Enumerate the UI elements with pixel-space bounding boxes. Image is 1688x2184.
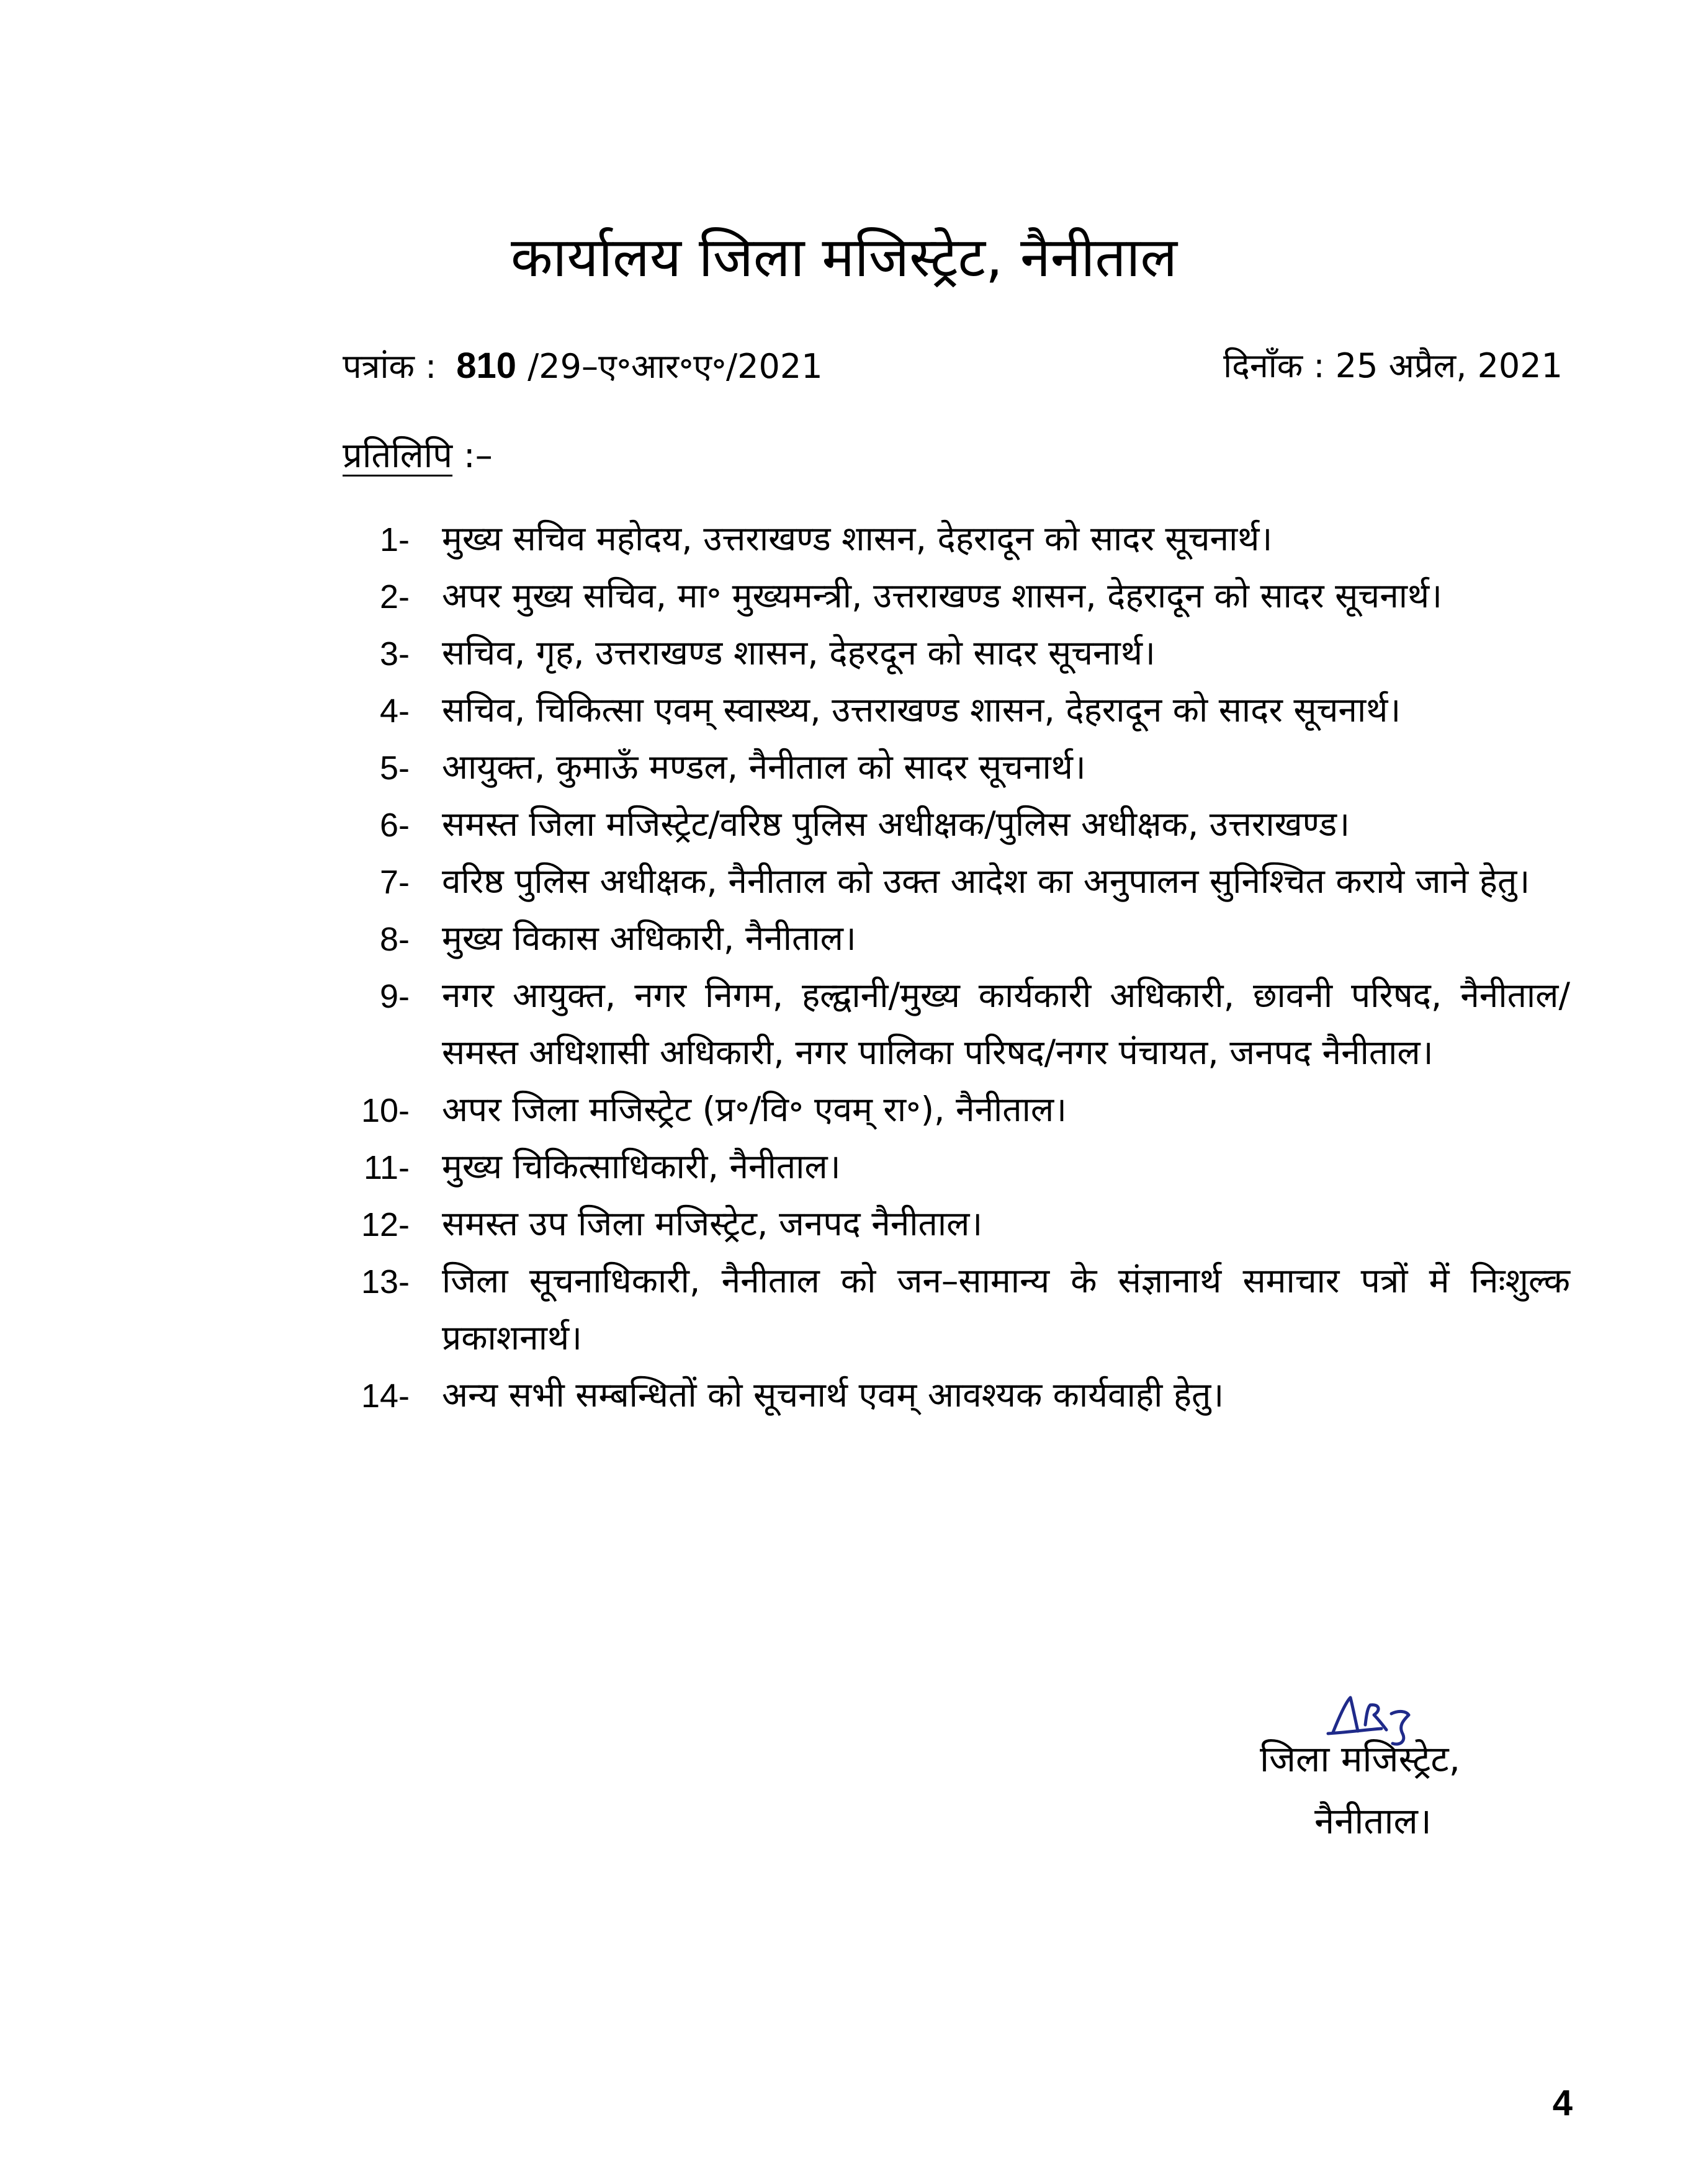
reference-label: पत्रांक : — [343, 347, 437, 386]
reference-line — [343, 338, 823, 395]
signature-block — [1235, 1694, 1533, 1843]
list-item-text: अपर जिला मजिस्ट्रेट (प्र॰/वि॰ एवम् रा॰), नैनीताल। — [442, 1090, 1067, 1129]
list-item-text: सचिव, चिकित्सा एवम् स्वास्थ्य, उत्तराखण्ड शासन, देहरादून को सादर सूचनार्थ। — [442, 690, 1401, 730]
list-item-text: अपर मुख्य सचिव, मा॰ मुख्यमन्त्री, उत्तराखण्ड शासन, देहरादून को सादर सूचनार्थ। — [442, 576, 1442, 615]
list-item — [0, 1366, 1688, 1423]
list-item — [0, 681, 1688, 738]
reference-number: 810 — [456, 346, 517, 386]
list-item-text: मुख्य विकास अधिकारी, नैनीताल। — [442, 918, 856, 958]
copy-heading-suffix: :– — [452, 436, 493, 476]
list-item-number: 9- — [379, 978, 410, 1015]
reference-suffix: /29–ए॰आर॰ए॰/2021 — [528, 347, 823, 386]
list-item-number: 6- — [379, 807, 410, 844]
list-item-number: 14- — [361, 1377, 410, 1415]
list-item-text: अन्य सभी सम्बन्धितों को सूचनार्थ एवम् आवश्यक कार्यवाही हेतु। — [442, 1375, 1224, 1415]
list-item — [0, 1081, 1688, 1138]
list-item-number: 5- — [379, 750, 410, 787]
list-item — [0, 738, 1688, 795]
list-item-text: समस्त जिला मजिस्ट्रेट/वरिष्ठ पुलिस अधीक्षक/पुलिस अधीक्षक, उत्तराखण्ड। — [442, 804, 1350, 844]
list-item-text: मुख्य सचिव महोदय, उत्तराखण्ड शासन, देहरादून को सादर सूचनार्थ। — [442, 519, 1273, 558]
list-item-text: आयुक्त, कुमाऊँ मण्डल, नैनीताल को सादर सूचनार्थ। — [442, 747, 1086, 787]
signatory-location: नैनीताल। — [1314, 1800, 1432, 1842]
list-item-number: 4- — [379, 692, 410, 730]
copy-heading-label: प्रतिलिपि — [343, 436, 453, 476]
list-item-number: 3- — [379, 635, 410, 673]
list-item — [0, 910, 1688, 967]
list-item — [0, 624, 1688, 681]
list-item-text: मुख्य चिकित्साधिकारी, नैनीताल। — [442, 1147, 841, 1186]
list-item — [0, 967, 1688, 1081]
date-line: दिनाँक : 25 अप्रैल, 2021 — [1223, 346, 1563, 385]
recipient-list — [0, 510, 1688, 1423]
list-item — [0, 510, 1688, 567]
list-item-number: 13- — [361, 1263, 410, 1300]
list-item-number: 7- — [379, 864, 410, 901]
list-item-text: नगर आयुक्त, नगर निगम, हल्द्वानी/मुख्य कार्यकारी अधिकारी, छावनी परिषद, नैनीताल/समस्त अधिशासी अधिकारी, नगर पालिका परिषद/नगर पंचायत, जनपद नैनीताल। — [442, 975, 1570, 1072]
list-item-number: 8- — [379, 921, 410, 958]
list-item-text: वरिष्ठ पुलिस अधीक्षक, नैनीताल को उक्त आदेश का अनुपालन सुनिश्चित कराये जाने हेतु। — [442, 861, 1530, 901]
list-item-number: 1- — [379, 521, 410, 558]
page-number: 4 — [1552, 2083, 1573, 2123]
list-item — [0, 1138, 1688, 1195]
list-item-number: 10- — [361, 1092, 410, 1129]
list-item — [0, 853, 1688, 910]
list-item-number: 12- — [361, 1206, 410, 1243]
list-item-number: 11- — [363, 1149, 410, 1186]
list-item — [0, 1252, 1688, 1366]
list-item-text: समस्त उप जिला मजिस्ट्रेट, जनपद नैनीताल। — [442, 1204, 983, 1243]
list-item-number: 2- — [379, 578, 410, 615]
list-item-text: जिला सूचनाधिकारी, नैनीताल को जन–सामान्य के संज्ञानार्थ समाचार पत्रों में निःशुल्क प्रकाशनार्थ। — [442, 1261, 1570, 1358]
office-title: कार्यालय जिला मजिस्ट्रेट, नैनीताल — [510, 225, 1178, 289]
list-item — [0, 795, 1688, 853]
copy-heading — [343, 428, 493, 484]
list-item — [0, 567, 1688, 624]
list-item — [0, 1195, 1688, 1252]
signatory-designation: जिला मजिस्ट्रेट, — [1260, 1738, 1461, 1780]
list-item-text: सचिव, गृह, उत्तराखण्ड शासन, देहरदून को सादर सूचनार्थ। — [442, 633, 1156, 673]
